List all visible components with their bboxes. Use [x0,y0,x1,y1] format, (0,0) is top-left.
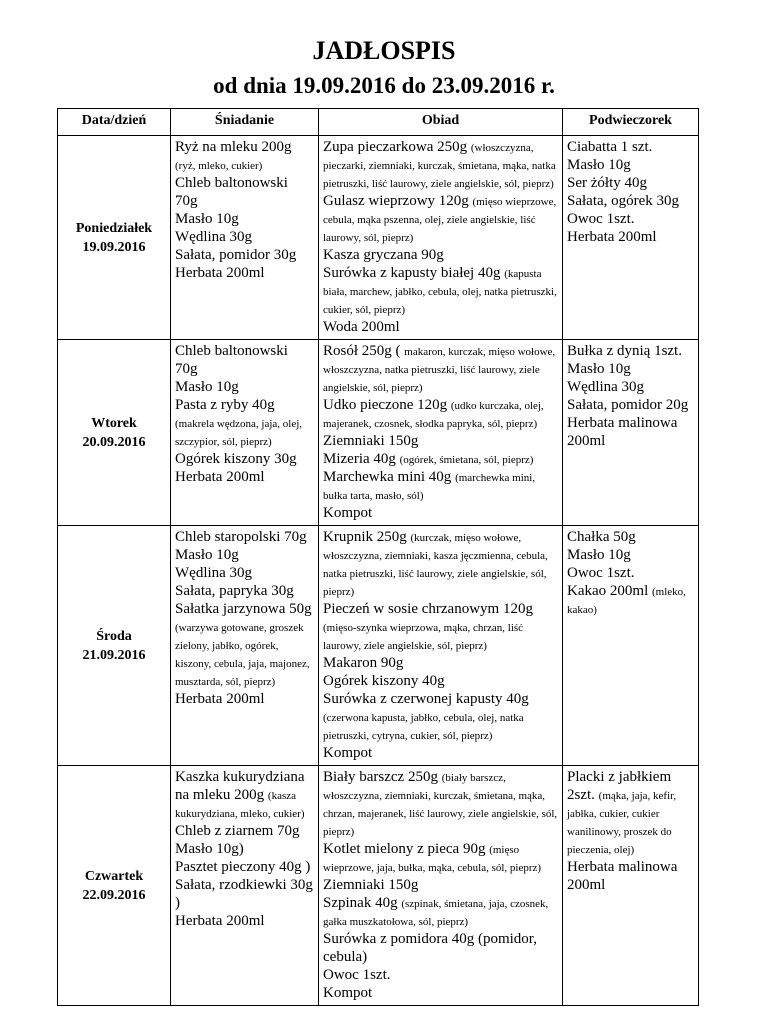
menu-item [175,840,314,858]
menu-item-ingredients: (czerwona kapusta, jabłko, cebula, olej, natka pietruszki, cytryna, cukier, sól, pieprz) [323,712,524,742]
menu-item-name: Chleb baltonowski 70g [175,175,288,209]
menu-item [567,192,694,210]
menu-item-ingredients: (szpinak, śmietana, jaja, czosnek, gałka muszkatołowa, sól, pieprz) [323,898,549,928]
menu-item-name: Kompot [323,985,373,1001]
menu-item-name: Masło 10g) [175,841,244,857]
menu-item-name: Ogórek kiszony 30g [175,451,297,467]
day-date: 21.09.2016 [82,647,146,663]
menu-item-name: Masło 10g [175,379,239,395]
menu-item [323,744,558,762]
header-breakfast: Śniadanie [171,109,319,136]
menu-item [323,264,558,318]
menu-item-ingredients: (udko kurczaka, olej, majeranek, czosnek, słodka papryka, sól, pieprz) [323,400,544,430]
menu-item-name: Ziemniaki 150g [323,433,419,449]
menu-item [323,246,558,264]
breakfast-cell [171,136,319,340]
menu-item [323,342,558,396]
lunch-cell [319,136,563,340]
menu-item-name: Sałatka jarzynowa 50g [175,601,312,617]
menu-item-ingredients: (kasza kukurydziana, mleko, cukier) [175,790,305,820]
menu-item-ingredients: (mąka, jaja, kefir, jabłka, cukier, cukier wanilinowy, proszek do pieczenia, olej) [567,790,677,856]
menu-item-ingredients: (biały barszcz, włoszczyzna, ziemniaki, kurczak, śmietana, mąka, chrzan, majeranek, liść laurowy, ziele angielskie, sól, pieprz) [323,772,558,838]
menu-item [175,690,314,708]
menu-item-name: Kasza gryczana 90g [323,247,444,263]
menu-item-name: Ogórek kiszony 40g [323,673,445,689]
menu-item-ingredients: (mięso wieprzowe, cebula, mąka pszenna, olej, ziele angielskie, liść laurowy, sól, pieprz) [323,196,557,244]
menu-item [323,768,558,840]
table-header-row [58,109,699,136]
menu-item [323,318,558,336]
menu-item-name: Sałata, rzodkiewki 30g ) [175,877,313,911]
menu-item [567,174,694,192]
day-date: 22.09.2016 [82,887,146,903]
menu-item-ingredients: (włoszczyzna, pieczarki, ziemniaki, kurczak, śmietana, mąka, natka pietruszki, liść laurowy, ziele angielskie, sól, pieprz) [323,142,556,190]
menu-item [323,192,558,246]
menu-item-name: Masło 10g [567,361,631,377]
menu-item-ingredients: (warzywa gotowane, groszek zielony, jabłko, ogórek, kiszony, cebula, jaja, majonez, musztarda, sól, pieprz) [175,622,310,688]
menu-item-name: Gulasz wieprzowy 120g [323,193,469,209]
header-lunch: Obiad [319,109,563,136]
menu-item [323,432,558,450]
menu-item-name: Herbata 200ml [175,691,265,707]
menu-item-name: Sałata, pomidor 20g [567,397,689,413]
menu-item-name: Sałata, pomidor 30g [175,247,297,263]
menu-item [323,876,558,894]
menu-item-ingredients: (mleko, kakao) [567,586,686,616]
menu-item [323,138,558,192]
menu-item-name: Udko pieczone 120g [323,397,448,413]
header-snack: Podwieczorek [563,109,699,136]
menu-item [567,414,694,450]
menu-item [175,912,314,930]
menu-item-name: Kakao 200ml [567,583,649,599]
menu-item-name: Kompot [323,745,373,761]
snack-cell [563,136,699,340]
menu-item-ingredients: (makrela wędzona, jaja, olej, szczypior, sól, pieprz) [175,418,303,448]
menu-item-name: Makaron 90g [323,655,404,671]
menu-item-name: Rosół 250g ( [323,343,401,359]
menu-item-ingredients: (mięso wieprzowe, jaja, bułka, mąka, cebula, sól, pieprz) [323,844,542,874]
menu-item [567,858,694,894]
menu-item [175,138,314,174]
menu-item [323,690,558,744]
menu-item [567,564,694,582]
menu-item [567,582,694,618]
menu-item-name: Pieczeń w sosie chrzanowym 120g [323,601,533,617]
menu-item-name: Masło 10g [175,547,239,563]
menu-item-name: Kompot [323,505,373,521]
menu-item-ingredients: (kurczak, mięso wołowe, włoszczyzna, ziemniaki, kasza jęczmienna, cebula, natka pietruszki, liść laurowy, ziele angielskie, sól, pieprz) [323,532,548,598]
menu-item [175,246,314,264]
menu-item-name: Wędlina 30g [175,229,253,245]
breakfast-cell [171,766,319,1006]
menu-item [175,582,314,600]
menu-item [567,546,694,564]
menu-date-range: od dnia 19.09.2016 do 23.09.2016 r. [213,73,555,98]
menu-item-name: Wędlina 30g [567,379,645,395]
table-row [58,340,699,526]
menu-table [57,108,699,1006]
menu-item-name: Herbata 200ml [175,469,265,485]
lunch-cell [319,340,563,526]
menu-item [567,138,694,156]
menu-item-name: Surówka z pomidora 40g (pomidor, cebula) [323,931,537,965]
lunch-cell [319,526,563,766]
menu-item-name: Herbata malinowa 200ml [567,859,678,893]
menu-item-name: Sałata, ogórek 30g [567,193,680,209]
menu-item [323,966,558,984]
menu-item-name: Owoc 1szt. [567,211,635,227]
menu-item [175,768,314,822]
menu-item-name: Kaszka kukurydziana na mleku 200g [175,769,305,803]
table-row [58,136,699,340]
menu-item [175,264,314,282]
menu-item-name: Owoc 1szt. [323,967,391,983]
day-date: 20.09.2016 [82,434,146,450]
day-name: Wtorek [91,415,137,431]
menu-item-ingredients: (ryż, mleko, cukier) [175,160,263,172]
menu-item [323,600,558,654]
menu-item-name: Herbata 200ml [175,913,265,929]
menu-item-name: Pasztet pieczony 40g ) [175,859,311,875]
day-cell [58,766,171,1006]
menu-title: JADŁOSPIS [312,36,456,65]
menu-item [323,450,558,468]
menu-item-name: Woda 200ml [323,319,400,335]
table-row [58,526,699,766]
menu-item-name: Masło 10g [567,547,631,563]
breakfast-cell [171,526,319,766]
menu-item-name: Pasta z ryby 40g [175,397,275,413]
menu-item [175,396,314,450]
day-name: Środa [96,628,132,644]
menu-item [175,858,314,876]
menu-item-name: Szpinak 40g [323,895,398,911]
menu-item [567,528,694,546]
menu-item [323,840,558,876]
menu-item-name: Ryż na mleku 200g [175,139,292,155]
menu-item-name: Masło 10g [175,211,239,227]
menu-item [567,378,694,396]
menu-body [58,136,699,1006]
menu-item-name: Surówka z kapusty białej 40g [323,265,501,281]
menu-item [323,528,558,600]
menu-item-name: Chałka 50g [567,529,636,545]
menu-item-name: Chleb z ziarnem 70g [175,823,300,839]
menu-item [323,504,558,522]
menu-item-name: Krupnik 250g [323,529,407,545]
menu-item-name: Herbata malinowa 200ml [567,415,678,449]
menu-item-name: Placki z jabłkiem 2szt. [567,769,672,803]
lunch-cell [319,766,563,1006]
menu-item-ingredients: (mięso-szynka wieprzowa, mąka, chrzan, liść laurowy, ziele angielskie, sól, pieprz) [323,622,524,652]
snack-cell [563,766,699,1006]
menu-item [323,396,558,432]
menu-item [567,768,694,858]
menu-item-name: Zupa pieczarkowa 250g [323,139,468,155]
menu-item-name: Surówka z czerwonej kapusty 40g [323,691,529,707]
day-cell [58,136,171,340]
menu-item-name: Sałata, papryka 30g [175,583,294,599]
menu-item [175,210,314,228]
menu-item [567,360,694,378]
menu-item-ingredients: makaron, kurczak, mięso wołowe, włoszczyzna, natka pietruszki, liść laurowy, ziele angielskie, sól, pieprz) [323,346,556,394]
menu-item [175,468,314,486]
table-row [58,766,699,1006]
snack-cell [563,526,699,766]
day-date: 19.09.2016 [82,239,146,255]
day-name: Czwartek [84,868,144,884]
menu-item [175,600,314,690]
menu-item-name: Herbata 200ml [567,229,657,245]
header-date: Data/dzień [58,109,171,136]
menu-item-name: Chleb staropolski 70g [175,529,307,545]
menu-item-ingredients: (kapusta biała, marchew, jabłko, cebula, olej, natka pietruszki, cukier, sól, pieprz) [323,268,557,316]
day-cell [58,340,171,526]
menu-item [323,654,558,672]
breakfast-cell [171,340,319,526]
menu-item-name: Owoc 1szt. [567,565,635,581]
menu-item-name: Wędlina 30g [175,565,253,581]
menu-item [175,564,314,582]
menu-item [567,156,694,174]
menu-item-name: Kotlet mielony z pieca 90g [323,841,486,857]
menu-item [567,210,694,228]
menu-item [323,672,558,690]
menu-item [175,528,314,546]
menu-item [175,378,314,396]
menu-item-name: Ciabatta 1 szt. [567,139,653,155]
menu-item-name: Ziemniaki 150g [323,877,419,893]
menu-item-name: Marchewka mini 40g [323,469,452,485]
menu-item [567,396,694,414]
menu-item-ingredients: (marchewka mini, bułka tarta, masło, sól) [323,472,536,502]
menu-item [567,228,694,246]
day-cell [58,526,171,766]
menu-item-name: Mizeria 40g [323,451,396,467]
menu-item [323,468,558,504]
menu-item [567,342,694,360]
snack-cell [563,340,699,526]
menu-item [175,228,314,246]
menu-item-name: Bułka z dynią 1szt. [567,343,682,359]
menu-item [323,930,558,966]
menu-item [175,174,314,210]
menu-item [323,984,558,1002]
menu-item-name: Masło 10g [567,157,631,173]
day-name: Poniedziałek [75,220,153,236]
menu-item [175,546,314,564]
menu-item-name: Chleb baltonowski 70g [175,343,288,377]
menu-item [175,876,314,912]
menu-item-name: Herbata 200ml [175,265,265,281]
menu-item [175,342,314,378]
menu-item [175,450,314,468]
menu-item-ingredients: (ogórek, śmietana, sól, pieprz) [399,454,534,466]
menu-item [175,822,314,840]
menu-item-name: Ser żółty 40g [567,175,647,191]
menu-item [323,894,558,930]
menu-item-name: Biały barszcz 250g [323,769,438,785]
